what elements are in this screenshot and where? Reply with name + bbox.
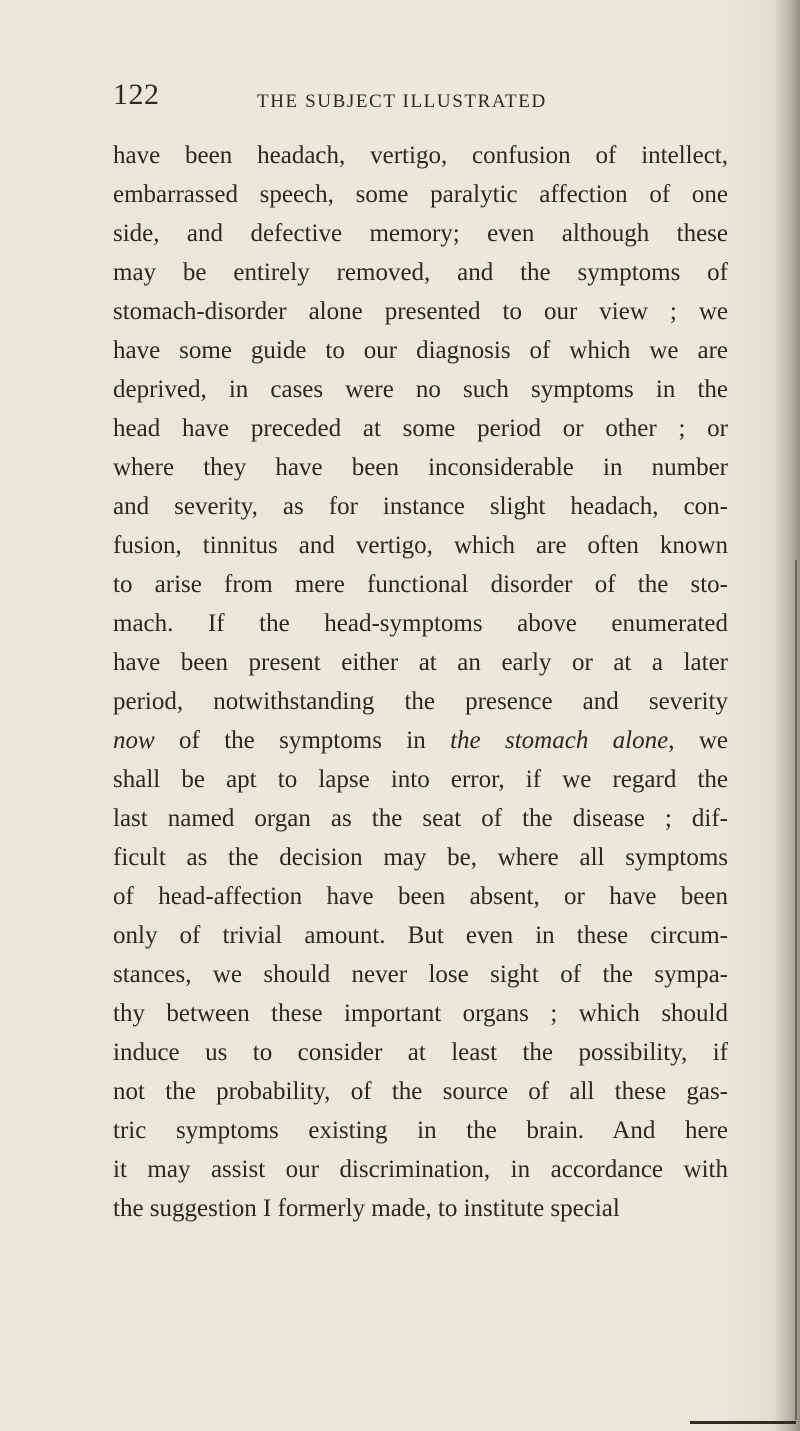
text-line: induce us to consider at least the possibility, if bbox=[113, 1039, 728, 1066]
text-line: period, notwithstanding the presence and severity bbox=[113, 688, 728, 715]
text-line: side, and defective memory; even although these bbox=[113, 220, 728, 247]
body-text bbox=[113, 136, 728, 1228]
text-line: last named organ as the seat of the disease ; dif- bbox=[113, 805, 728, 832]
text-line-with-emphasis bbox=[113, 721, 728, 760]
page-bottom-rule bbox=[690, 1421, 796, 1424]
text-line: deprived, in cases were no such symptoms in the bbox=[113, 376, 728, 403]
text-line: embarrassed speech, some paralytic affection of one bbox=[113, 181, 728, 208]
text-line: fusion, tinnitus and vertigo, which are often known bbox=[113, 532, 728, 559]
page-number: 122 bbox=[113, 78, 160, 111]
text-line: and severity, as for instance slight headach, con- bbox=[113, 493, 728, 520]
text-line: head have preceded at some period or other ; or bbox=[113, 415, 728, 442]
text-line: the suggestion I formerly made, to institute special bbox=[113, 1195, 620, 1222]
text-line: to arise from mere functional disorder of the sto- bbox=[113, 571, 728, 598]
emphasis-now: now bbox=[113, 727, 155, 754]
text-line: may be entirely removed, and the symptoms of bbox=[113, 259, 728, 286]
text-line: tric symptoms existing in the brain. And here bbox=[113, 1117, 728, 1144]
page-edge-line bbox=[795, 560, 797, 1420]
text-line: only of trivial amount. But even in these circum- bbox=[113, 922, 728, 949]
text-segment: , we bbox=[668, 727, 728, 754]
text-line: stomach-disorder alone presented to our view ; we bbox=[113, 298, 728, 325]
text-line: ficult as the decision may be, where all symptoms bbox=[113, 844, 728, 871]
running-title: THE SUBJECT ILLUSTRATED bbox=[257, 91, 547, 112]
text-line: stances, we should never lose sight of the sympa- bbox=[113, 961, 728, 988]
text-segment: of the symptoms in bbox=[154, 727, 451, 754]
text-line: it may assist our discrimination, in accordance with bbox=[113, 1156, 728, 1183]
text-line: shall be apt to lapse into error, if we regard the bbox=[113, 766, 728, 793]
text-line: have been present either at an early or at a later bbox=[113, 649, 728, 676]
emphasis-stomach-alone: the stomach alone bbox=[450, 727, 669, 754]
text-line: where they have been inconsiderable in number bbox=[113, 454, 728, 481]
text-line: have been headach, vertigo, confusion of intellect, bbox=[113, 142, 728, 169]
text-line: have some guide to our diagnosis of which we are bbox=[113, 337, 728, 364]
text-line: thy between these important organs ; which should bbox=[113, 1000, 728, 1027]
text-line: mach. If the head-symptoms above enumerated bbox=[113, 610, 728, 637]
text-line: of head-affection have been absent, or have been bbox=[113, 883, 728, 910]
text-line: not the probability, of the source of all these gas- bbox=[113, 1078, 728, 1105]
